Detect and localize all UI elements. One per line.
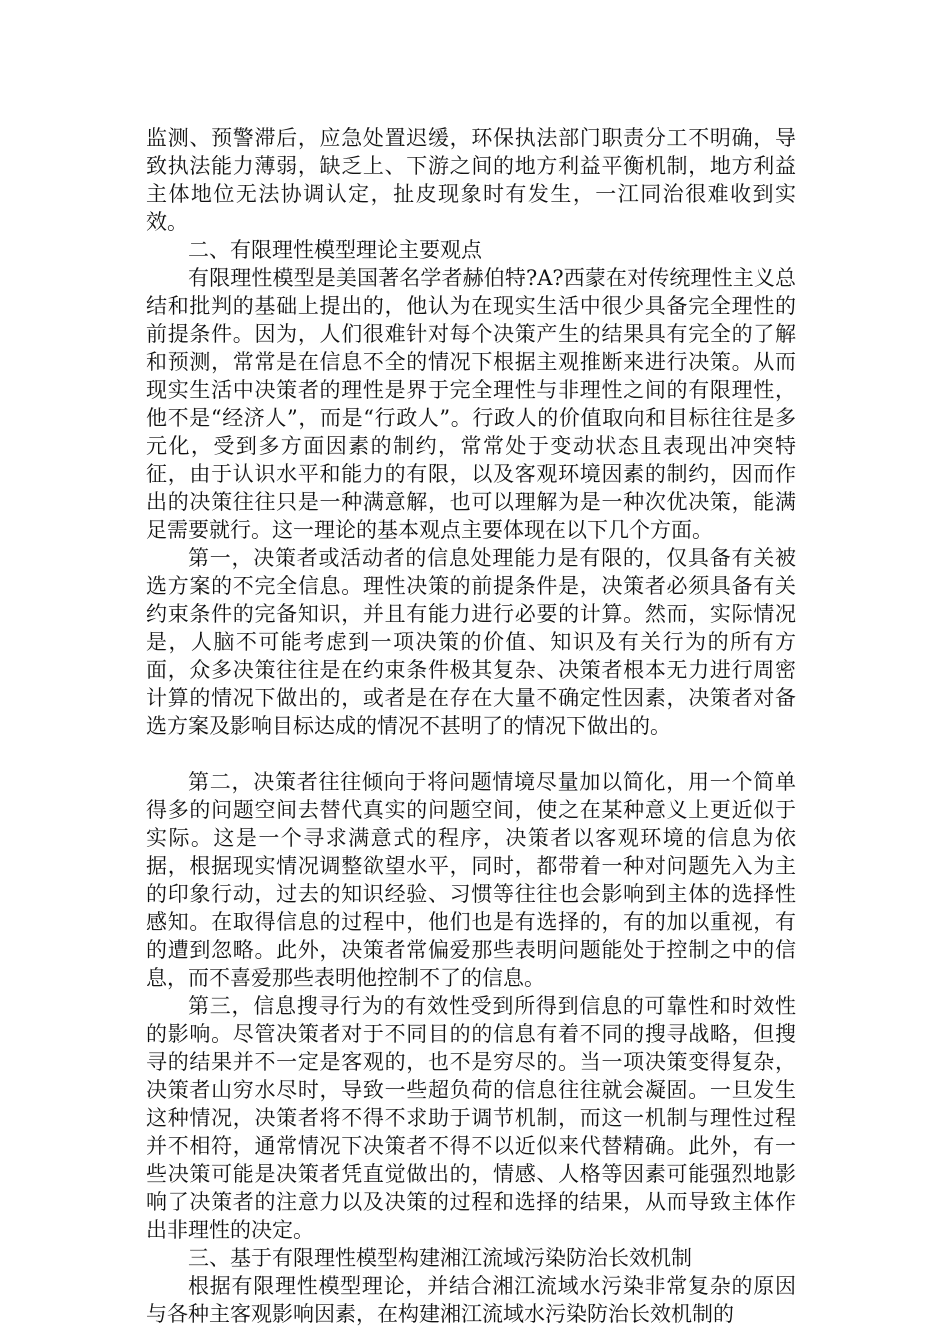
paragraph-mechanism-intro: 根据有限理性模型理论，并结合湘江流域水污染非常复杂的原因与各种主客观影响因素，在构建湘江流域水污染防治长效机制的 xyxy=(146,1274,796,1326)
document-page xyxy=(146,124,796,1328)
paragraph-point-three: 第三，信息搜寻行为的有效性受到所得到信息的可靠性和时效性的影响。尽管决策者对于不同目的的信息有着不同的搜寻战略，但搜寻的结果并不一定是客观的，也不是穷尽的。当一项决策变得复杂，决策者山穷水尽时，导致一些超负荷的信息往往就会凝固。一旦发生这种情况，决策者将不得不求助于调节机制，而这一机制与理性过程并不相符，通常情况下决策者不得不以近似来代替精确。此外，有一些决策可能是决策者凭直觉做出的，情感、人格等因素可能强烈地影响了决策者的注意力以及决策的过程和选择的结果，从而导致主体作出非理性的决定。 xyxy=(146,994,796,1242)
paragraph-point-two: 第二，决策者往往倾向于将问题情境尽量加以简化，用一个简单得多的问题空间去替代真实的问题空间，使之在某种意义上更近似于实际。这是一个寻求满意式的程序，决策者以客观环境的信息为依据，根据现实情况调整欲望水平，同时，都带着一种对问题先入为主的印象行动，过去的知识经验、习惯等往往也会影响到主体的选择性感知。在取得信息的过程中，他们也是有选择的，有的加以重视，有的遭到忽略。此外，决策者常偏爱那些表明问题能处于控制之中的信息，而不喜爱那些表明他控制不了的信息。 xyxy=(146,770,796,990)
paragraph-point-one: 第一，决策者或活动者的信息处理能力是有限的，仅具备有关被选方案的不完全信息。理性决策的前提条件是，决策者必须具备有关约束条件的完备知识，并且有能力进行必要的计算。然而，实际情况是，人脑不可能考虑到一项决策的价值、知识及有关行为的所有方面，众多决策往往是在约束条件极其复杂、决策者根本无力进行周密计算的情况下做出的，或者是在存在大量不确定性因素，决策者对备选方案及影响目标达成的情况不甚明了的情况下做出的。 xyxy=(146,546,796,738)
section-heading-2: 二、有限理性模型理论主要观点 xyxy=(188,238,482,262)
paragraph-bounded-rationality-intro: 有限理性模型是美国著名学者赫伯特?A?西蒙在对传统理性主义总结和批判的基础上提出的，他认为在现实生活中很少具备完全理性的前提条件。因为，人们很难针对每个决策产生的结果具有完全的了解和预测，常常是在信息不全的情况下根据主观推断来进行决策。从而现实生活中决策者的理性是界于完全理性与非理性之间的有限理性，他不是“经济人”，而是“行政人”。行政人的价值取向和目标往往是多元化，受到多方面因素的制约，常常处于变动状态且表现出冲突特征，由于认识水平和能力的有限，以及客观环境因素的制约，因而作出的决策往往只是一种满意解，也可以理解为是一种次优决策，能满足需要就行。这一理论的基本观点主要体现在以下几个方面。 xyxy=(146,266,796,542)
section-heading-3: 三、基于有限理性模型构建湘江流域污染防治长效机制 xyxy=(188,1246,692,1270)
paragraph-continuation: 监测、预警滞后，应急处置迟缓，环保执法部门职责分工不明确，导致执法能力薄弱，缺乏上、下游之间的地方利益平衡机制，地方利益主体地位无法协调认定，扯皮现象时有发生，一江同治很难收到实效。 xyxy=(146,126,796,234)
